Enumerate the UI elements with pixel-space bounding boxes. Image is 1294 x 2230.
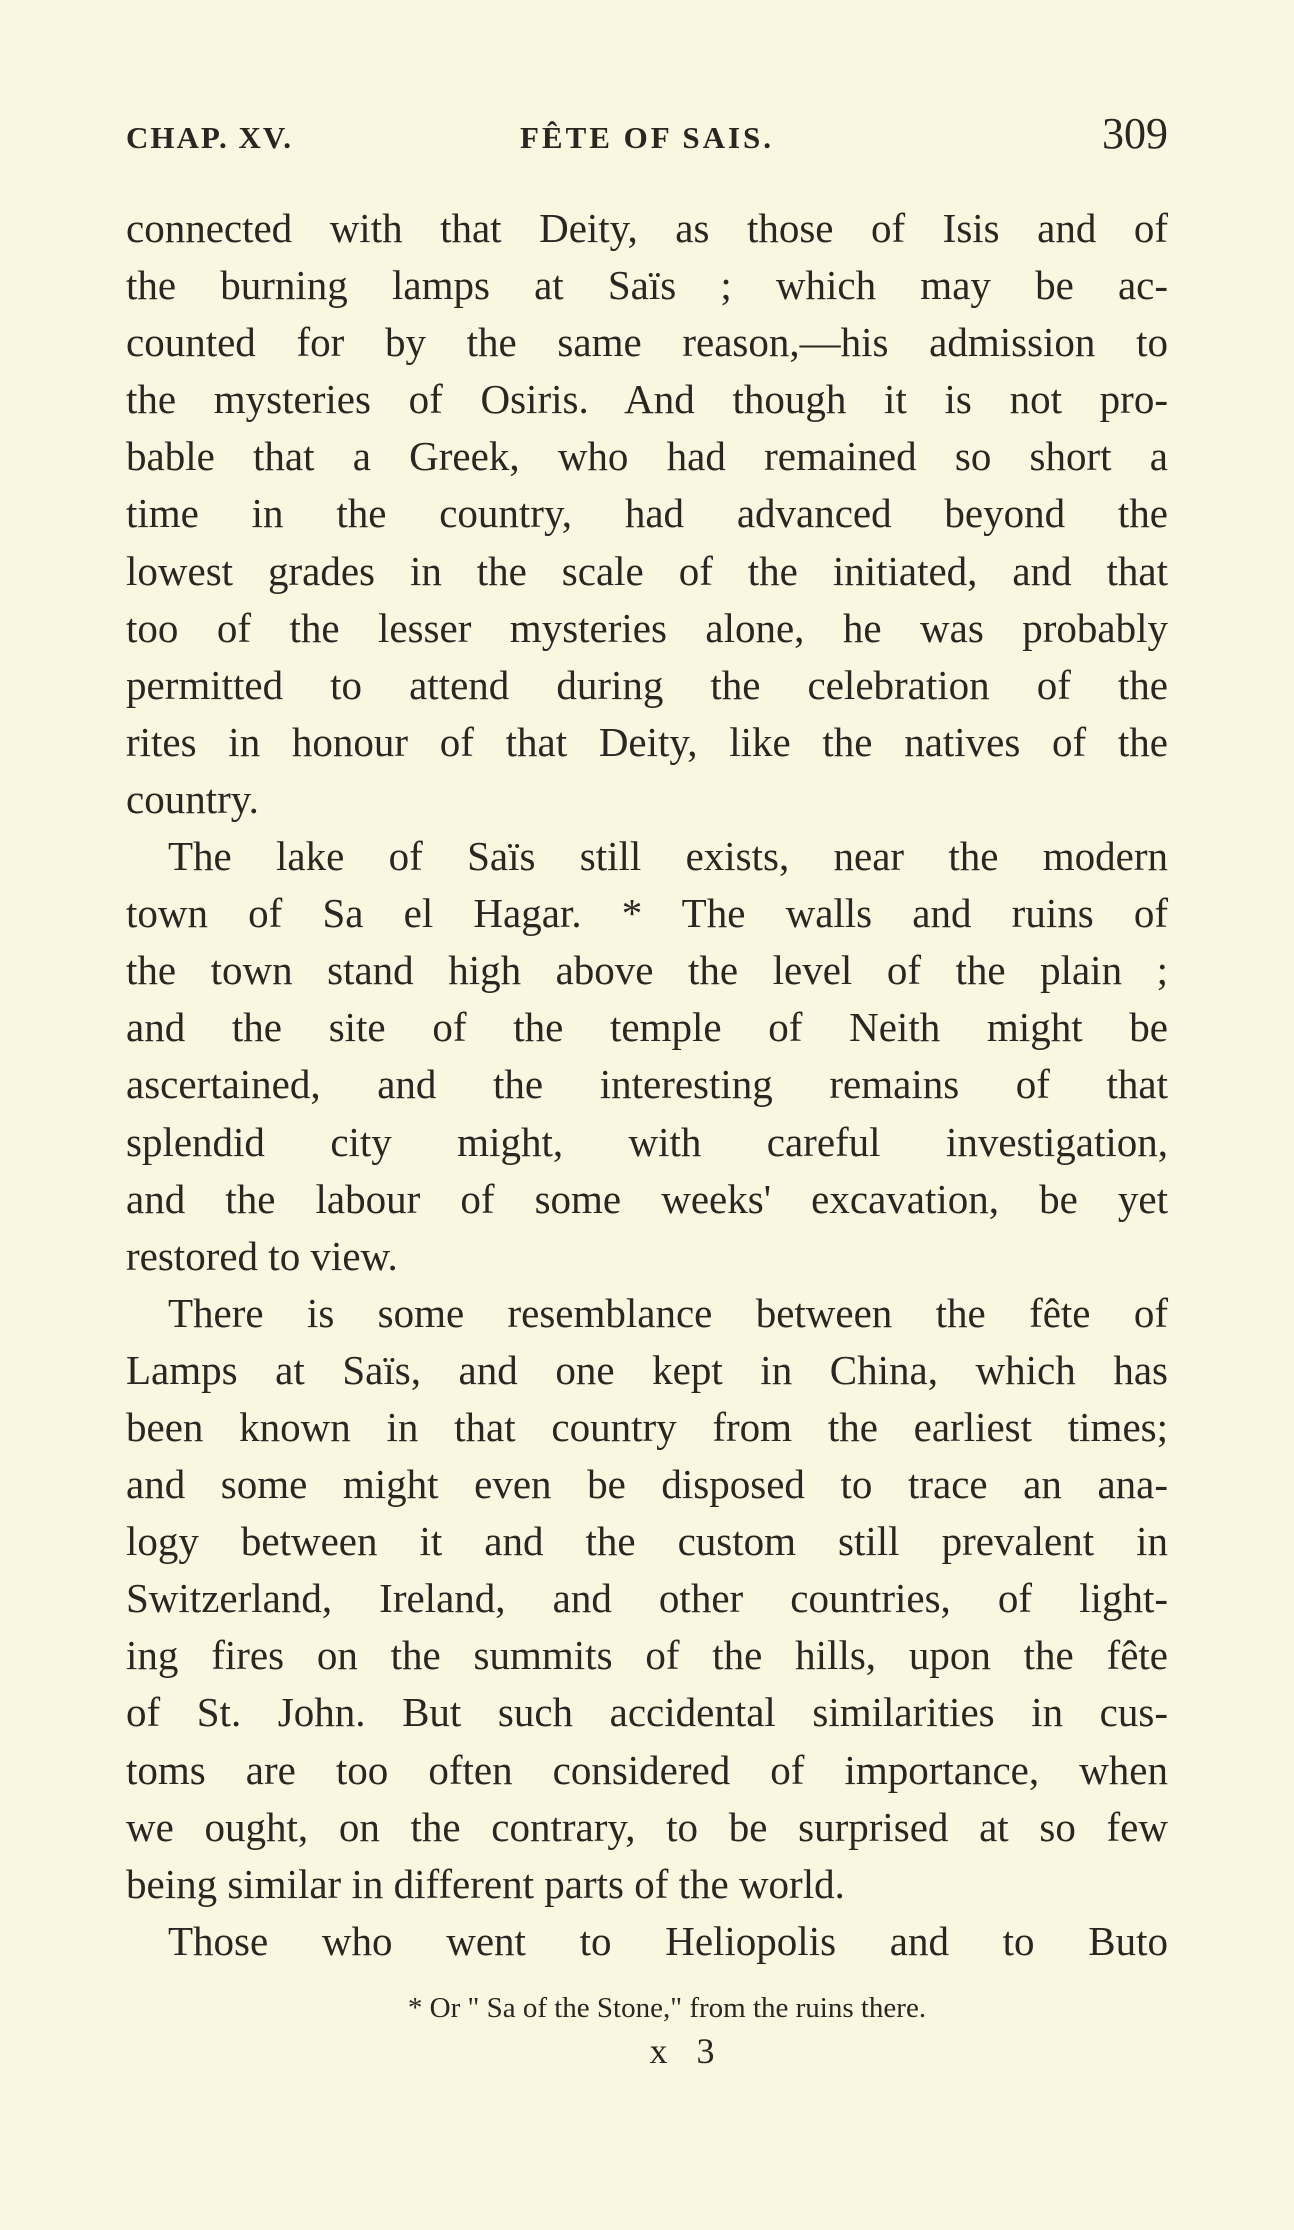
text-line: Lamps at Saïs, and one kept in China, which has bbox=[126, 1346, 1168, 1393]
text-line: Switzerland, Ireland, and other countries, of light- bbox=[126, 1575, 1168, 1622]
text-line: been known in that country from the earliest times; bbox=[126, 1403, 1168, 1450]
text-line: too of the lesser mysteries alone, he was probably bbox=[126, 604, 1168, 651]
text-line: splendid city might, with careful investigation, bbox=[126, 1118, 1168, 1165]
signature-mark: x 3 bbox=[649, 2031, 725, 2071]
body-text bbox=[126, 200, 1168, 1970]
text-line: ing fires on the summits of the hills, upon the fête bbox=[126, 1632, 1168, 1679]
text-line: restored to view. bbox=[126, 1232, 398, 1279]
running-header bbox=[126, 108, 1168, 168]
text-line: toms are too often considered of importance, when bbox=[126, 1746, 1168, 1793]
text-line: logy between it and the custom still prevalent in bbox=[126, 1518, 1168, 1565]
running-title: FÊTE OF SAIS. bbox=[519, 120, 775, 155]
footnote: * Or " Sa of the Stone," from the ruins there. bbox=[407, 1992, 927, 2024]
text-line: being similar in different parts of the world. bbox=[126, 1860, 845, 1907]
text-line: and the site of the temple of Neith might be bbox=[126, 1004, 1168, 1051]
text-line: time in the country, had advanced beyond the bbox=[126, 490, 1168, 537]
text-line: There is some resemblance between the fête of bbox=[168, 1289, 1168, 1336]
text-line: town of Sa el Hagar. * The walls and ruins of bbox=[126, 890, 1168, 937]
text-line: and the labour of some weeks' excavation, be yet bbox=[126, 1175, 1168, 1222]
text-line: ascertained, and the interesting remains of that bbox=[126, 1061, 1168, 1108]
chapter-label: CHAP. XV. bbox=[126, 120, 294, 155]
text-line: country. bbox=[126, 775, 259, 822]
text-line: Those who went to Heliopolis and to Buto bbox=[168, 1917, 1168, 1964]
text-line: we ought, on the contrary, to be surprised at so few bbox=[126, 1803, 1168, 1850]
text-line: counted for by the same reason,—his admission to bbox=[126, 319, 1168, 366]
text-line: and some might even be disposed to trace an ana- bbox=[126, 1461, 1168, 1508]
text-line: connected with that Deity, as those of Isis and of bbox=[126, 205, 1168, 251]
page-number: 309 bbox=[1102, 109, 1168, 158]
text-line: the burning lamps at Saïs ; which may be ac- bbox=[126, 262, 1168, 309]
text-line: the mysteries of Osiris. And though it is not pro- bbox=[126, 376, 1168, 423]
text-line: lowest grades in the scale of the initiated, and that bbox=[126, 547, 1168, 594]
text-line: bable that a Greek, who had remained so short a bbox=[126, 433, 1168, 480]
text-line: of St. John. But such accidental similarities in cus- bbox=[126, 1689, 1168, 1736]
text-line: rites in honour of that Deity, like the natives of the bbox=[126, 718, 1168, 765]
text-line: permitted to attend during the celebration of the bbox=[126, 661, 1168, 708]
text-line: The lake of Saïs still exists, near the modern bbox=[168, 833, 1168, 880]
text-line: the town stand high above the level of the plain ; bbox=[126, 947, 1168, 994]
